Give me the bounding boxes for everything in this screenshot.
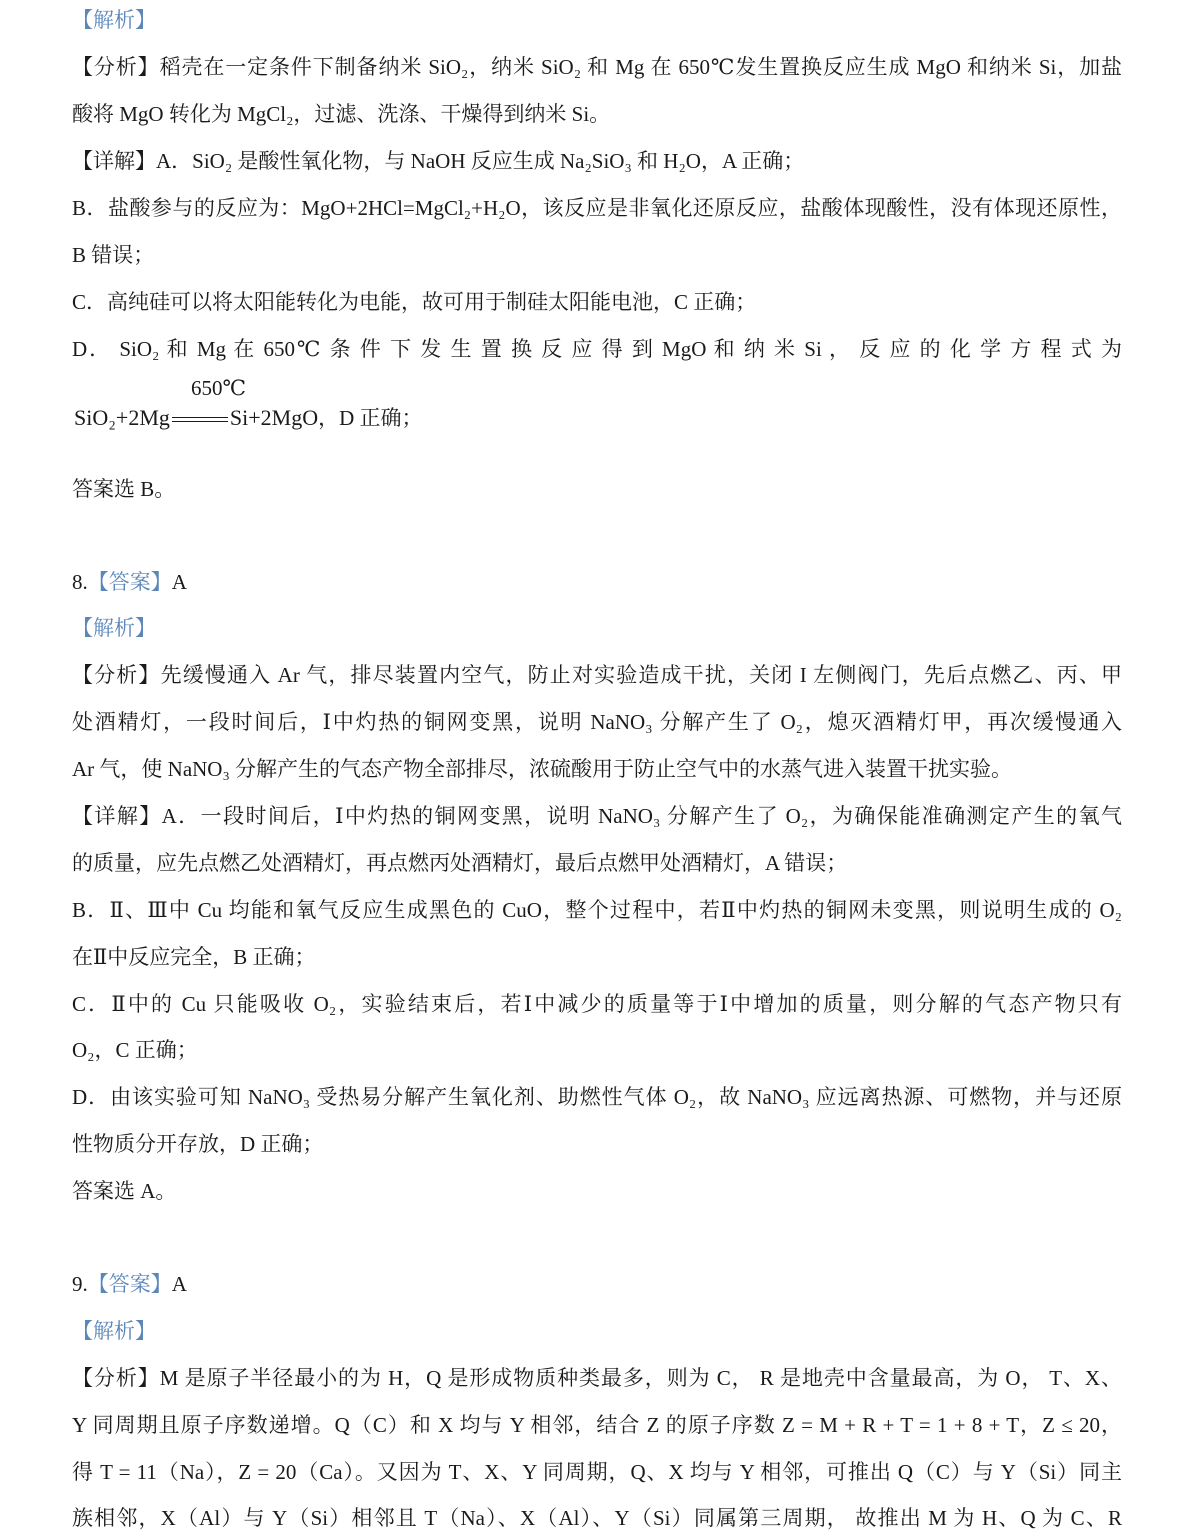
- q7-answer: 答案选 B。: [72, 477, 176, 501]
- q8-fenxi-line3: Ar 气，使 NaNO₃ 分解产生的气态产物全部排尽，浓硫酸用于防止空气中的水蒸气进入装置干扰实验。: [72, 757, 1013, 781]
- q8-fenxi-line2: 处酒精灯，一段时间后，Ⅰ中灼热的铜网变黑，说明 NaNO₃ 分解产生了 O₂，熄灭酒精灯甲，再次缓慢通入: [72, 710, 1122, 734]
- q8-answer-heading: [72, 568, 1122, 596]
- q8-option-B-line2: 在Ⅱ中反应完全，B 正确；: [72, 945, 316, 969]
- q9-fenxi-line4: 族相邻，X（Al）与 Y（Si）相邻且 T（Na）、X（Al）、Y（Si）同属第三周期， 故推出 M 为 H、Q 为 C、R: [72, 1506, 1122, 1530]
- q8-answer-letter: A: [171, 570, 187, 594]
- q8-fenxi-label: 【分析】: [72, 663, 161, 687]
- q7-option-B-line2: B 错误；: [72, 243, 155, 267]
- q7-fenxi-line2: 酸将 MgO 转化为 MgCl₂，过滤、洗涤、干燥得到纳米 Si。: [72, 102, 611, 126]
- q9-fenxi-line3: 得 T = 11（Na），Z = 20（Ca）。又因为 T、X、Y 同周期，Q、X 均与 Y 相邻，可推出 Q（C）与 Y（Si）同主: [72, 1460, 1122, 1484]
- q7-fenxi-line1: [72, 53, 1122, 81]
- q9-number: 9.: [72, 1272, 88, 1296]
- equation-double-line-icon: [172, 415, 228, 425]
- q9-fenxi-text1: M 是原子半径最小的为 H，Q 是形成物质种类最多，则为 C， R 是地壳中含量最高，为 O， T、X、: [159, 1366, 1123, 1390]
- q9-fenxi-line2: Y 同周期且原子序数递增。Q（C）和 X 均与 Y 相邻，结合 Z 的原子序数 Z = M + R + T = 1 + 8 + T，Z ≤ 20，: [72, 1413, 1122, 1437]
- q7-option-A-text: A．SiO₂ 是酸性氧化物，与 NaOH 反应生成 Na₂SiO₃ 和 H₂O，A 正确；: [156, 149, 805, 173]
- q8-jiexi-label: 【解析】: [72, 616, 156, 640]
- q7-option-C: C．高纯硅可以将太阳能转化为电能，故可用于制硅太阳能电池，C 正确；: [72, 290, 757, 314]
- q7-xiangjie-label: 【详解】: [72, 149, 156, 173]
- q7-fenxi-label: 【分析】: [72, 55, 160, 79]
- q8-xiangjie-label: 【详解】: [72, 804, 162, 828]
- q7-chemical-equation: [74, 376, 423, 432]
- q8-option-A-text1: A．一段时间后，Ⅰ中灼热的铜网变黑，说明 NaNO₃ 分解产生了 O₂，为确保能准确测定产生的氧气: [161, 804, 1122, 828]
- q8-number: 8.: [72, 570, 88, 594]
- q7-xiangjie-A: [72, 147, 1122, 175]
- q9-fenxi-label: 【分析】: [72, 1366, 160, 1390]
- equation-suffix: ，D 正确；: [318, 406, 423, 430]
- q9-answer-letter: A: [171, 1272, 187, 1296]
- q9-fenxi-line1: [72, 1364, 1122, 1392]
- q8-option-C-line2: O₂，C 正确；: [72, 1038, 198, 1062]
- q7-jiexi-label: 【解析】: [72, 8, 156, 32]
- q8-option-C-line1: C．Ⅱ中的 Cu 只能吸收 O₂，实验结束后，若Ⅰ中减少的质量等于Ⅰ中增加的质量，则分解的气态产物只有: [72, 992, 1122, 1016]
- equation-reactants: SiO₂+2Mg: [74, 405, 170, 430]
- q8-option-D-line2: 性物质分开存放，D 正确；: [72, 1132, 324, 1156]
- equation-condition: 650℃: [191, 376, 246, 400]
- q8-daan-label: 【答案】: [87, 570, 172, 594]
- q8-xiangjie-A-line1: [72, 802, 1122, 830]
- q8-answer: 答案选 A。: [72, 1179, 177, 1203]
- q8-option-B-line1: B．Ⅱ、Ⅲ中 Cu 均能和氧气反应生成黑色的 CuO，整个过程中，若Ⅱ中灼热的铜网未变黑，则说明生成的 O₂: [72, 898, 1122, 922]
- q8-fenxi-line1: [72, 661, 1122, 689]
- q8-option-D-line1: D．由该实验可知 NaNO₃ 受热易分解产生氧化剂、助燃性气体 O₂，故 NaNO₃ 应远离热源、可燃物，并与还原: [72, 1085, 1122, 1109]
- q9-jiexi-label: 【解析】: [72, 1319, 156, 1343]
- q9-daan-label: 【答案】: [87, 1272, 172, 1296]
- q9-answer-heading: [72, 1270, 1122, 1298]
- q8-fenxi-text1: 先缓慢通入 Ar 气，排尽装置内空气，防止对实验造成干扰，关闭 I 左侧阀门，先后点燃乙、丙、甲: [160, 663, 1122, 687]
- q7-fenxi-text1: 稻壳在一定条件下制备纳米 SiO₂，纳米 SiO₂ 和 Mg 在 650℃发生置换反应生成 MgO 和纳米 Si，加盐: [159, 55, 1123, 79]
- equation-products: Si+2MgO: [229, 405, 319, 430]
- q7-option-B-line1: B．盐酸参与的反应为：MgO+2HCl=MgCl₂+H₂O，该反应是非氧化还原反应，盐酸体现酸性，没有体现还原性，: [72, 196, 1122, 220]
- q8-option-A-line2: 的质量，应先点燃乙处酒精灯，再点燃丙处酒精灯，最后点燃甲处酒精灯，A 错误；: [72, 851, 848, 875]
- q7-option-D-line1: D． SiO₂ 和 Mg 在 650℃ 条 件 下 发 生 置 换 反 应 得 到 MgO 和 纳 米 Si ， 反 应 的 化 学 方 程 式 为: [72, 337, 1122, 361]
